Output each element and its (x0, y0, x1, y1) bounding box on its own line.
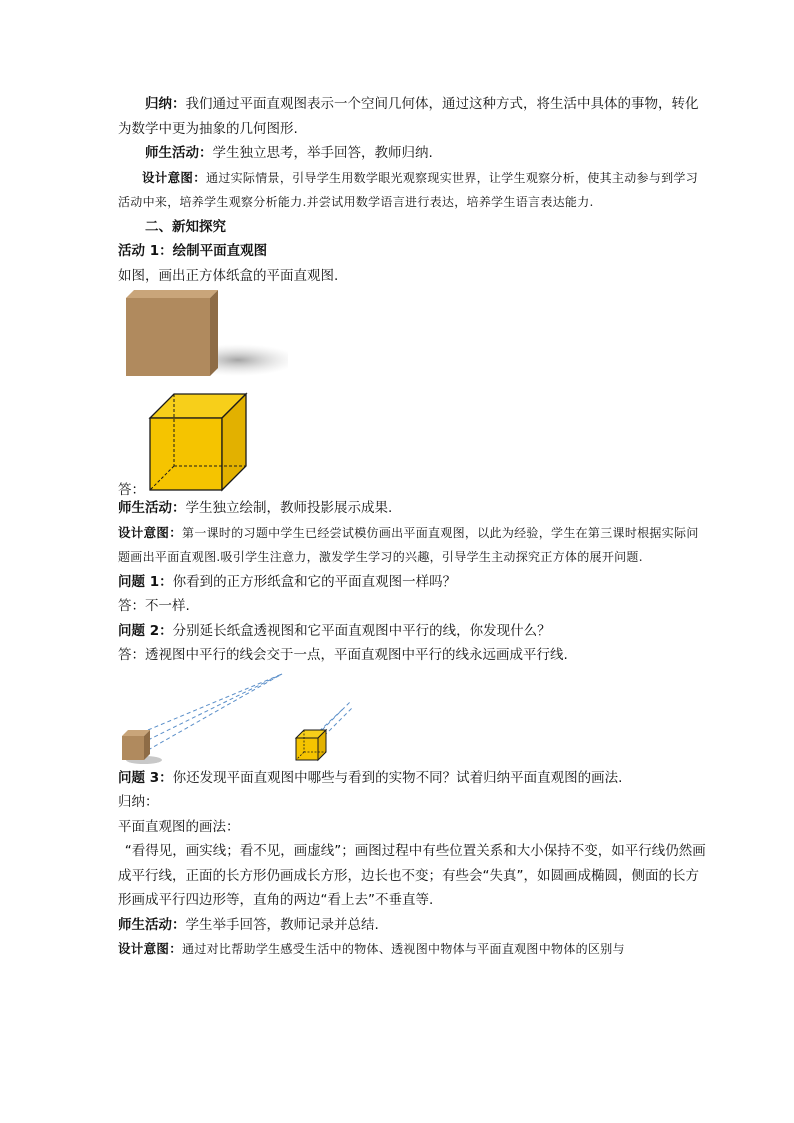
activity-label: 师生活动： (118, 500, 186, 516)
design-label: 设计意图： (118, 524, 183, 540)
content-column (118, 92, 710, 962)
design-label: 设计意图： (142, 169, 207, 185)
answer-label: 答： (118, 482, 145, 498)
answer-2: 答：透视图中平行的线会交于一点，平面直观图中平行的线永远画成平行线. (118, 647, 568, 663)
cube-figure (118, 382, 710, 496)
summary-label-2: 归纳： (118, 794, 159, 810)
question-label: 问题 1： (118, 573, 173, 590)
activity-text: 学生独立绘制，教师投影展示成果. (185, 500, 393, 516)
summary-paragraph-1 (118, 92, 710, 141)
design-label: 设计意图： (118, 941, 183, 956)
design-text: 通过实际情景，引导学生用数学眼光观察现实世界，让学生观察分析，使其主动参与到学习活动中来，培养学生观察分析能力.并尝试用数学语言进行表达，培养学生语言表达能力. (118, 170, 699, 209)
question-label: 问题 2： (118, 622, 173, 639)
design-text: 第一课时的习题中学生已经尝试模仿画出平面直观图，以此为经验，学生在第三课时根据实际问题画出平面直观图.吸引学生注意力，激发学生学习的兴趣，引导学生主动探究正方体的展开问题. (118, 525, 699, 564)
question-text: 你还发现平面直观图中哪些与看到的实物不同？试着归纳平面直观图的画法. (172, 769, 623, 786)
question-text: 分别延长纸盒透视图和它平面直观图中平行的线，你发现什么？ (172, 622, 551, 639)
design-text: 通过对比帮助学生感受生活中的物体、透视图中物体与平面直观图中物体的区别与 (182, 942, 625, 956)
task-text: 如图，画出正方体纸盒的平面直观图. (118, 267, 339, 284)
answer-1: 答：不一样. (118, 598, 190, 614)
activity-text: 学生独立思考，举手回答，教师归纳. (212, 145, 433, 161)
method-title: 平面直观图的画法： (118, 818, 240, 835)
summary-label: 归纳： (145, 96, 186, 112)
perspective-figure (118, 668, 710, 766)
activity-text: 学生举手回答，教师记录并总结. (185, 916, 379, 933)
activity-paragraph-3 (118, 913, 710, 938)
perspective-comparison-drawing (118, 668, 378, 766)
cardboard-box-image (118, 290, 288, 382)
question-text: 你看到的正方形纸盒和它的平面直观图一样吗？ (172, 573, 457, 590)
activity-label: 师生活动： (145, 145, 213, 161)
question-1 (118, 570, 710, 595)
activity-paragraph-1 (118, 141, 710, 166)
box-photo (118, 290, 710, 382)
summary-text: 我们通过平面直观图表示一个空间几何体，通过这种方式，将生活中具体的事物，转化为数学中更为抽象的几何图形. (118, 96, 699, 137)
design-paragraph-3 (118, 937, 710, 962)
design-paragraph-1 (118, 166, 710, 215)
question-label: 问题 3： (118, 769, 173, 786)
question-3 (118, 766, 710, 791)
activity-title: 活动 1：绘制平面直观图 (118, 243, 268, 259)
method-text: “看得见，画实线；看不见，画虚线”；画图过程中有些位置关系和大小保持不变，如平行线仍然画成平行线，正面的长方形仍画成长方形，边长也不变；有些会“失真”，如圆画成椭圆，侧面的长方形画成平行四边形等，直角的两边“看上去”不垂直等. (118, 843, 706, 908)
activity-label: 师生活动： (118, 916, 186, 933)
section-title: 二、新知探究 (145, 218, 226, 235)
question-2 (118, 619, 710, 644)
design-paragraph-2 (118, 521, 710, 570)
